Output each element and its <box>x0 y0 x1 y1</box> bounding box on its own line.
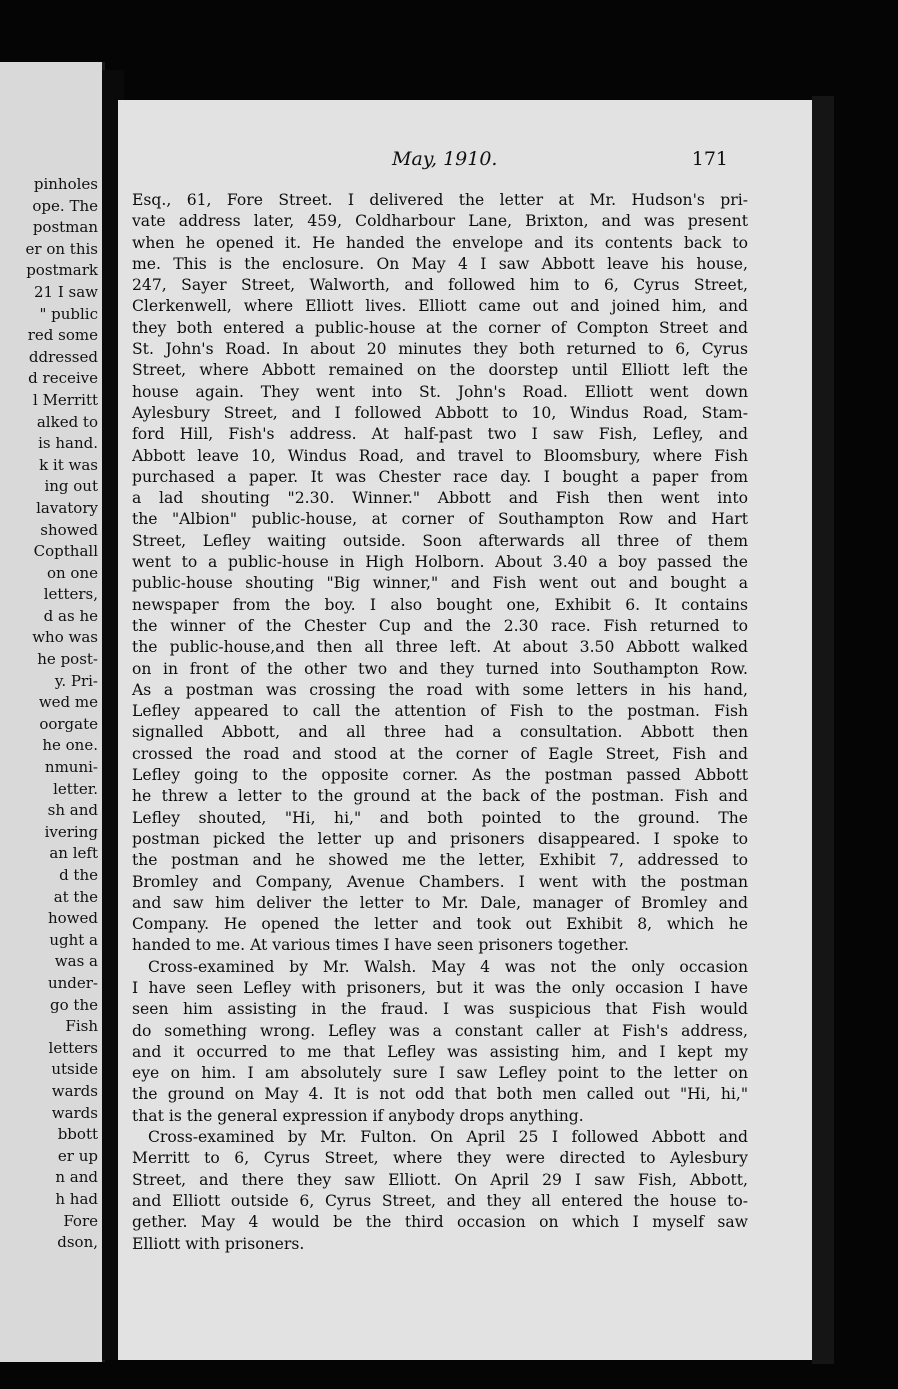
text-line: Clerkenwell, where Elliott lives. Elliott came out and joined him, and <box>132 297 748 316</box>
paragraph <box>132 957 748 1127</box>
text-line: me. This is the enclosure. On May 4 I saw Abbott leave his house, <box>132 254 748 273</box>
left-margin-line: ing out <box>44 477 98 496</box>
text-line: Lefley shouted, "Hi, hi," and both pointed to the ground. The <box>132 808 748 827</box>
text-line: Street, Lefley waiting outside. Soon afterwards all three of them <box>132 531 748 550</box>
page-edge <box>812 96 834 1364</box>
text-line: on in front of the other two and they turned into Southampton Row. <box>132 659 748 678</box>
text-line: As a postman was crossing the road with some letters in his hand, <box>132 680 748 699</box>
left-margin-line: ivering <box>44 822 98 841</box>
left-margin-line: sh and <box>47 801 98 820</box>
left-margin-line: Fish <box>65 1017 98 1036</box>
left-margin-line: wards <box>51 1103 98 1122</box>
left-margin-line: who was <box>32 628 98 647</box>
text-line: signalled Abbott, and all three had a consultation. Abbott then <box>132 723 748 742</box>
left-margin-line: he one. <box>42 736 98 755</box>
page-number: 171 <box>691 148 728 170</box>
left-margin-line: alked to <box>36 412 98 431</box>
text-line: house again. They went into St. John's Road. Elliott went down <box>132 382 748 401</box>
left-margin-line: postmark <box>26 261 98 280</box>
text-line: Bromley and Company, Avenue Chambers. I went with the postman <box>132 872 748 891</box>
text-line: the "Albion" public-house, at corner of Southampton Row and Hart <box>132 510 748 529</box>
text-line: newspaper from the boy. I also bought one, Exhibit 6. It contains <box>132 595 748 614</box>
text-line: went to a public-house in High Holborn. About 3.40 a boy passed the <box>132 553 748 572</box>
text-line: handed to me. At various times I have seen prisoners together. <box>132 936 629 955</box>
left-margin-line: dson, <box>57 1233 98 1252</box>
left-margin-line: letters, <box>43 585 98 604</box>
text-line: and saw him deliver the letter to Mr. Dale, manager of Bromley and <box>132 893 748 912</box>
left-margin-line: oorgate <box>39 714 98 733</box>
left-margin-line: d as he <box>43 606 98 625</box>
left-margin-line: pinholes <box>33 175 98 193</box>
left-margin-line: 21 I saw <box>33 282 98 301</box>
running-title: May, 1910. <box>392 148 498 170</box>
left-margin-line: l Merritt <box>33 390 98 409</box>
left-margin-line: k it was <box>39 455 98 474</box>
left-page <box>0 62 105 1362</box>
text-line: Cross-examined by Mr. Walsh. May 4 was not the only occasion <box>148 957 748 976</box>
left-margin-line: utside <box>51 1060 98 1079</box>
left-margin-line: lavatory <box>36 498 98 517</box>
text-line: Abbott leave 10, Windus Road, and travel to Bloomsbury, where Fish <box>132 446 748 465</box>
text-line: vate address later, 459, Coldharbour Lane, Brixton, and was present <box>132 212 748 231</box>
left-margin-line: howed <box>47 909 98 928</box>
text-line: the ground on May 4. It is not odd that both men called out "Hi, hi," <box>132 1085 748 1104</box>
left-margin-line: bbott <box>57 1125 98 1144</box>
left-margin-line: on one <box>46 563 98 582</box>
left-margin-line: is hand. <box>38 434 98 453</box>
left-margin-line: d receive <box>28 369 98 388</box>
left-margin-line: ddressed <box>28 347 98 366</box>
text-line: purchased a paper. It was Chester race day. I bought a paper from <box>132 467 748 486</box>
left-margin-line: postman <box>32 218 98 237</box>
left-margin-line: letters <box>48 1038 98 1057</box>
left-margin-line: wards <box>51 1081 98 1100</box>
paragraph <box>132 1127 748 1255</box>
text-line: Cross-examined by Mr. Fulton. On April 25 I followed Abbott and <box>148 1128 748 1147</box>
left-margin-line: at the <box>53 887 98 906</box>
left-margin-line: red some <box>27 326 98 345</box>
text-line: Lefley appeared to call the attention of Fish to the postman. Fish <box>132 702 748 721</box>
body-text <box>132 190 748 1255</box>
text-line: the public-house,and then all three left. At about 3.50 Abbott walked <box>132 638 748 657</box>
text-line: the winner of the Chester Cup and the 2.30 race. Fish returned to <box>132 616 748 635</box>
left-margin-line: nmuni- <box>44 758 98 777</box>
left-margin-line: showed <box>40 520 98 539</box>
text-line: and it occurred to me that Lefley was assisting him, and I kept my <box>132 1042 748 1061</box>
left-margin-line: was a <box>54 952 98 971</box>
paragraph <box>132 190 748 957</box>
text-line: Esq., 61, Fore Street. I delivered the letter at Mr. Hudson's pri- <box>132 191 748 209</box>
left-margin-line: Fore <box>63 1211 98 1230</box>
text-line: 247, Sayer Street, Walworth, and followed him to 6, Cyrus Street, <box>132 276 748 295</box>
text-line: the postman and he showed me the letter, Exhibit 7, addressed to <box>132 851 748 870</box>
text-line: seen him assisting in the fraud. I was suspicious that Fish would <box>132 1000 748 1019</box>
text-line: a lad shouting "2.30. Winner." Abbott and Fish then went into <box>132 489 748 508</box>
text-line: do something wrong. Lefley was a constant caller at Fish's address, <box>132 1021 748 1040</box>
text-line: ford Hill, Fish's address. At half-past two I saw Fish, Lefley, and <box>132 425 748 444</box>
left-margin-line: wed me <box>38 693 98 712</box>
left-margin-line: Copthall <box>33 542 98 561</box>
text-line: they both entered a public-house at the corner of Compton Street and <box>132 318 748 337</box>
left-margin-line: he post- <box>37 650 98 669</box>
left-margin-line: an left <box>49 844 98 863</box>
text-line: St. John's Road. In about 20 minutes they both returned to 6, Cyrus <box>132 340 748 359</box>
text-line: he threw a letter to the ground at the back of the postman. Fish and <box>132 787 748 806</box>
text-line: Company. He opened the letter and took out Exhibit 8, which he <box>132 915 748 934</box>
left-margin-line: ught a <box>49 930 98 949</box>
text-line: Street, and there they saw Elliott. On April 29 I saw Fish, Abbott, <box>132 1170 748 1189</box>
left-margin-line: er up <box>57 1146 98 1165</box>
text-line: Street, where Abbott remained on the doorstep until Elliott left the <box>132 361 748 380</box>
left-page-margin-text <box>26 174 98 1254</box>
text-line: postman picked the letter up and prisoners disappeared. I spoke to <box>132 829 748 848</box>
left-margin-line: y. Pri- <box>54 671 98 690</box>
left-margin-line: h had <box>55 1189 98 1208</box>
text-line: Merritt to 6, Cyrus Street, where they were directed to Aylesbury <box>132 1149 748 1168</box>
text-line: Lefley going to the opposite corner. As the postman passed Abbott <box>132 766 748 785</box>
left-margin-line: er on this <box>25 239 98 258</box>
text-line: Aylesbury Street, and I followed Abbott to 10, Windus Road, Stam- <box>132 403 748 422</box>
text-line: crossed the road and stood at the corner of Eagle Street, Fish and <box>132 744 748 763</box>
left-margin-line: ope. The <box>32 196 98 215</box>
left-margin-line: n and <box>55 1168 98 1187</box>
left-margin-line: under- <box>47 973 98 992</box>
text-line: that is the general expression if anybody drops anything. <box>132 1106 584 1125</box>
page-header <box>0 146 740 174</box>
text-line: I have seen Lefley with prisoners, but it was the only occasion I have <box>132 978 748 997</box>
left-margin-line: letter. <box>53 779 98 798</box>
text-line: gether. May 4 would be the third occasion on which I myself saw <box>132 1213 748 1232</box>
text-line: and Elliott outside 6, Cyrus Street, and they all entered the house to- <box>132 1191 748 1210</box>
text-line: Elliott with prisoners. <box>132 1234 305 1253</box>
left-margin-line: go the <box>50 995 98 1014</box>
text-line: public-house shouting "Big winner," and Fish went out and bought a <box>132 574 748 593</box>
text-line: eye on him. I am absolutely sure I saw Lefley point to the letter on <box>132 1064 748 1083</box>
text-line: when he opened it. He handed the envelope and its contents back to <box>132 233 748 252</box>
left-margin-line: d the <box>59 866 98 884</box>
left-margin-line: " public <box>39 304 98 323</box>
